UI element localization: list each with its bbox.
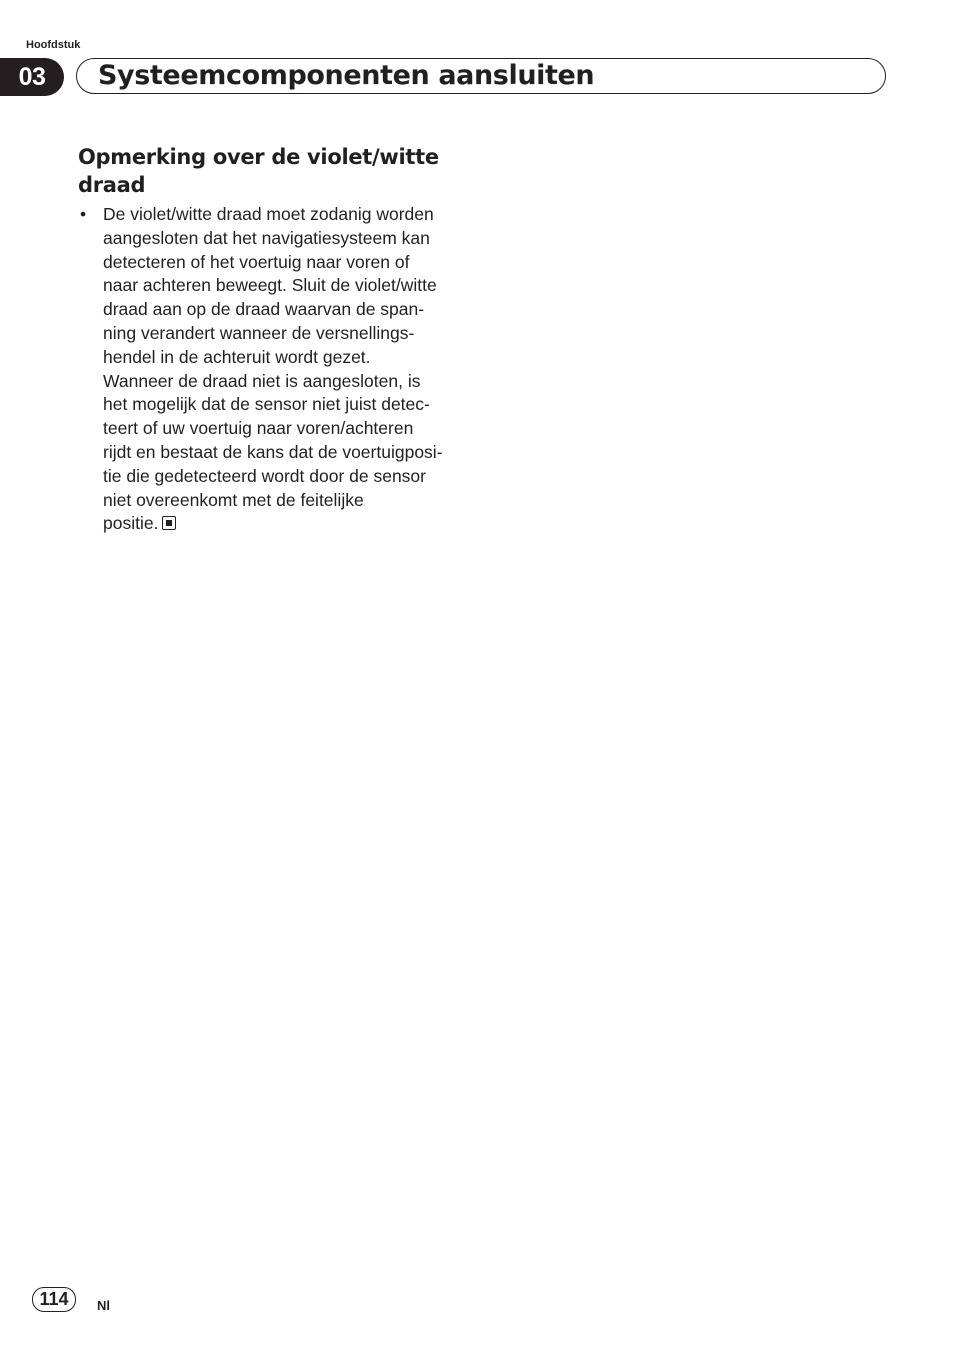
paragraph-line: niet overeenkomt met de feitelijke [103, 489, 364, 510]
paragraph-line: het mogelijk dat de sensor niet juist detec- [103, 394, 430, 415]
bullet-mark: • [80, 204, 87, 224]
paragraph-line: tie die gedetecteerd wordt door de sensor [103, 465, 426, 486]
chapter-label: Hoofdstuk [26, 39, 81, 51]
language-code: Nl [97, 1298, 110, 1313]
paragraph-line: naar achteren beweegt. Sluit de violet/witte [103, 275, 437, 296]
paragraph-line-last [103, 512, 478, 536]
paragraph-line-text: positie. [103, 513, 159, 534]
paragraph-line: De violet/witte draad moet zodanig worden [103, 204, 434, 224]
paragraph-line: teert of uw voertuig naar voren/achteren [103, 418, 414, 439]
paragraph-line: draad aan op de draad waarvan de span- [103, 299, 425, 320]
bullet-list [78, 203, 478, 536]
chapter-number-badge: 03 [0, 58, 64, 96]
section-heading-line: Opmerking over de violet/witte [78, 145, 439, 169]
chapter-title: Systeemcomponenten aansluiten [98, 60, 595, 91]
paragraph-line: Wanneer de draad niet is aangesloten, is [103, 370, 421, 391]
paragraph-line: hendel in de achteruit wordt gezet. [103, 346, 371, 367]
paragraph-line: detecteren of het voertuig naar voren of [103, 251, 410, 272]
paragraph-line: ning verandert wanneer de versnellings- [103, 322, 415, 343]
section-heading-line: draad [78, 173, 146, 197]
section-heading [78, 143, 478, 199]
end-of-section-icon [162, 516, 176, 530]
paragraph-line: rijdt en bestaat de kans dat de voertuigposi- [103, 441, 443, 462]
page-number: 114 [32, 1287, 76, 1312]
list-item [78, 203, 478, 536]
paragraph-line: aangesloten dat het navigatiesysteem kan [103, 227, 430, 248]
